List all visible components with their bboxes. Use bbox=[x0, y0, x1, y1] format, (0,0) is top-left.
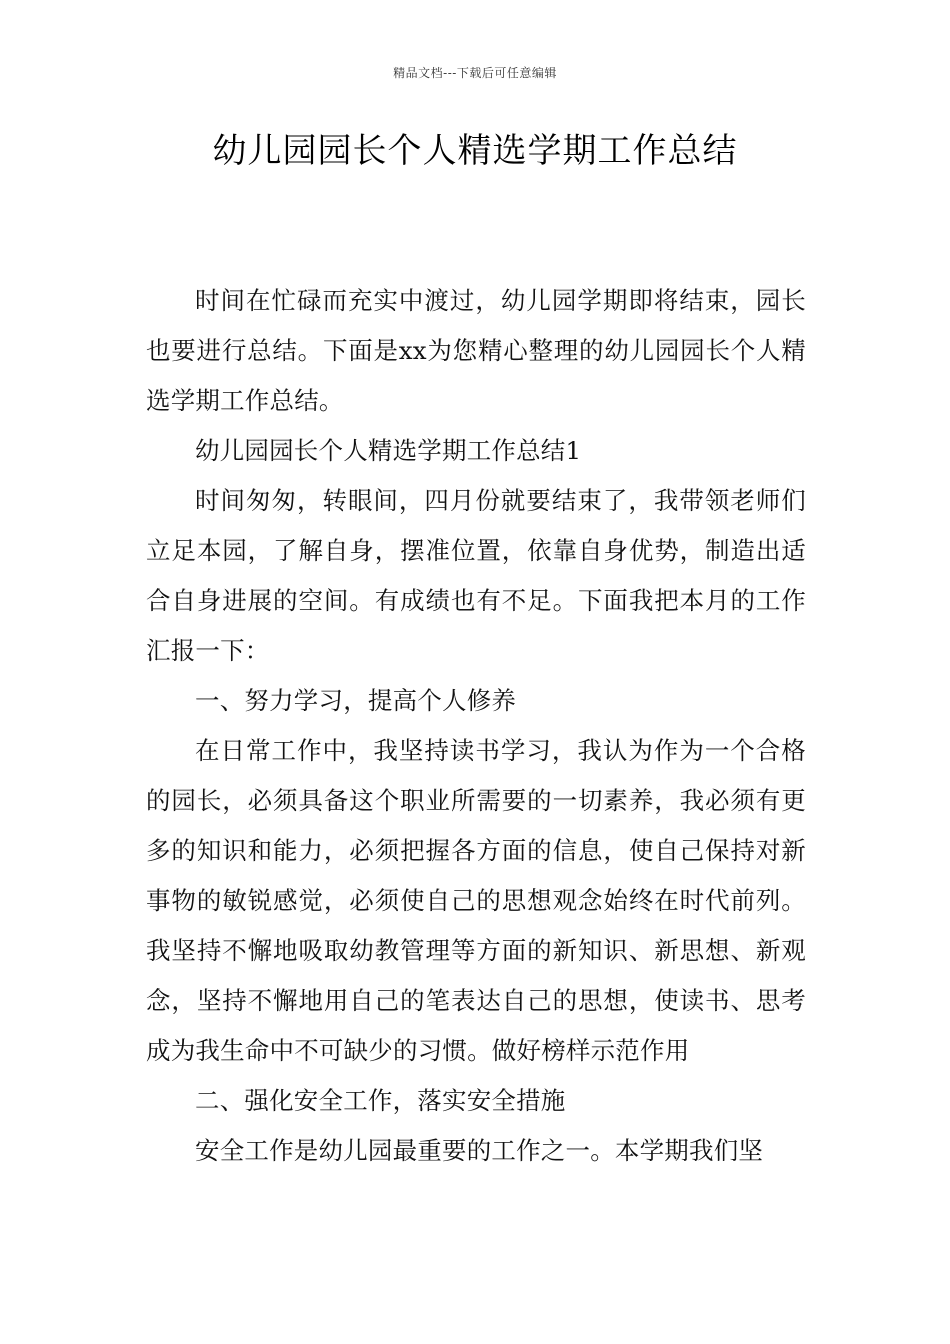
section-heading-summary-1: 幼儿园园长个人精选学期工作总结1 bbox=[195, 436, 582, 465]
body-paragraph: 安全工作是幼儿园最重要的工作之一。本学期我们坚 bbox=[195, 1136, 764, 1165]
document-title: 幼儿园园长个人精选学期工作总结 bbox=[212, 131, 738, 171]
section-heading-study: 一、努力学习，提高个人修养 bbox=[195, 686, 517, 715]
body-paragraph: 在日常工作中，我坚持读书学习，我认为作为一个合格的园长，必须具备这个职业所需要的一切素养，我必须有更多的知识和能力，必须把握各方面的信息，使自己保持对新事物的敏锐感觉，必须使自己的思想观念始终在时代前列。我坚持不懈地吸取幼教管理等方面的新知识、新思想、新观念，坚持不懈地用自己的笔表达自己的思想，使读书、思考成为我生命中不可缺少的习惯。做好榜样示范作用 bbox=[146, 736, 806, 1065]
body-paragraph: 时间匆匆，转眼间，四月份就要结束了，我带领老师们立足本园，了解自身，摆准位置，依靠自身优势，制造出适合自身进展的空间。有成绩也有不足。下面我把本月的工作汇报一下： bbox=[146, 486, 806, 665]
document-body bbox=[146, 276, 806, 1176]
section-heading-safety: 二、强化安全工作，落实安全措施 bbox=[195, 1086, 566, 1115]
intro-paragraph: 时间在忙碌而充实中渡过，幼儿园学期即将结束，园长也要进行总结。下面是xx为您精心整理的幼儿园园长个人精选学期工作总结。 bbox=[146, 286, 806, 415]
header-note: 精品文档---下载后可任意编辑 bbox=[393, 66, 557, 80]
